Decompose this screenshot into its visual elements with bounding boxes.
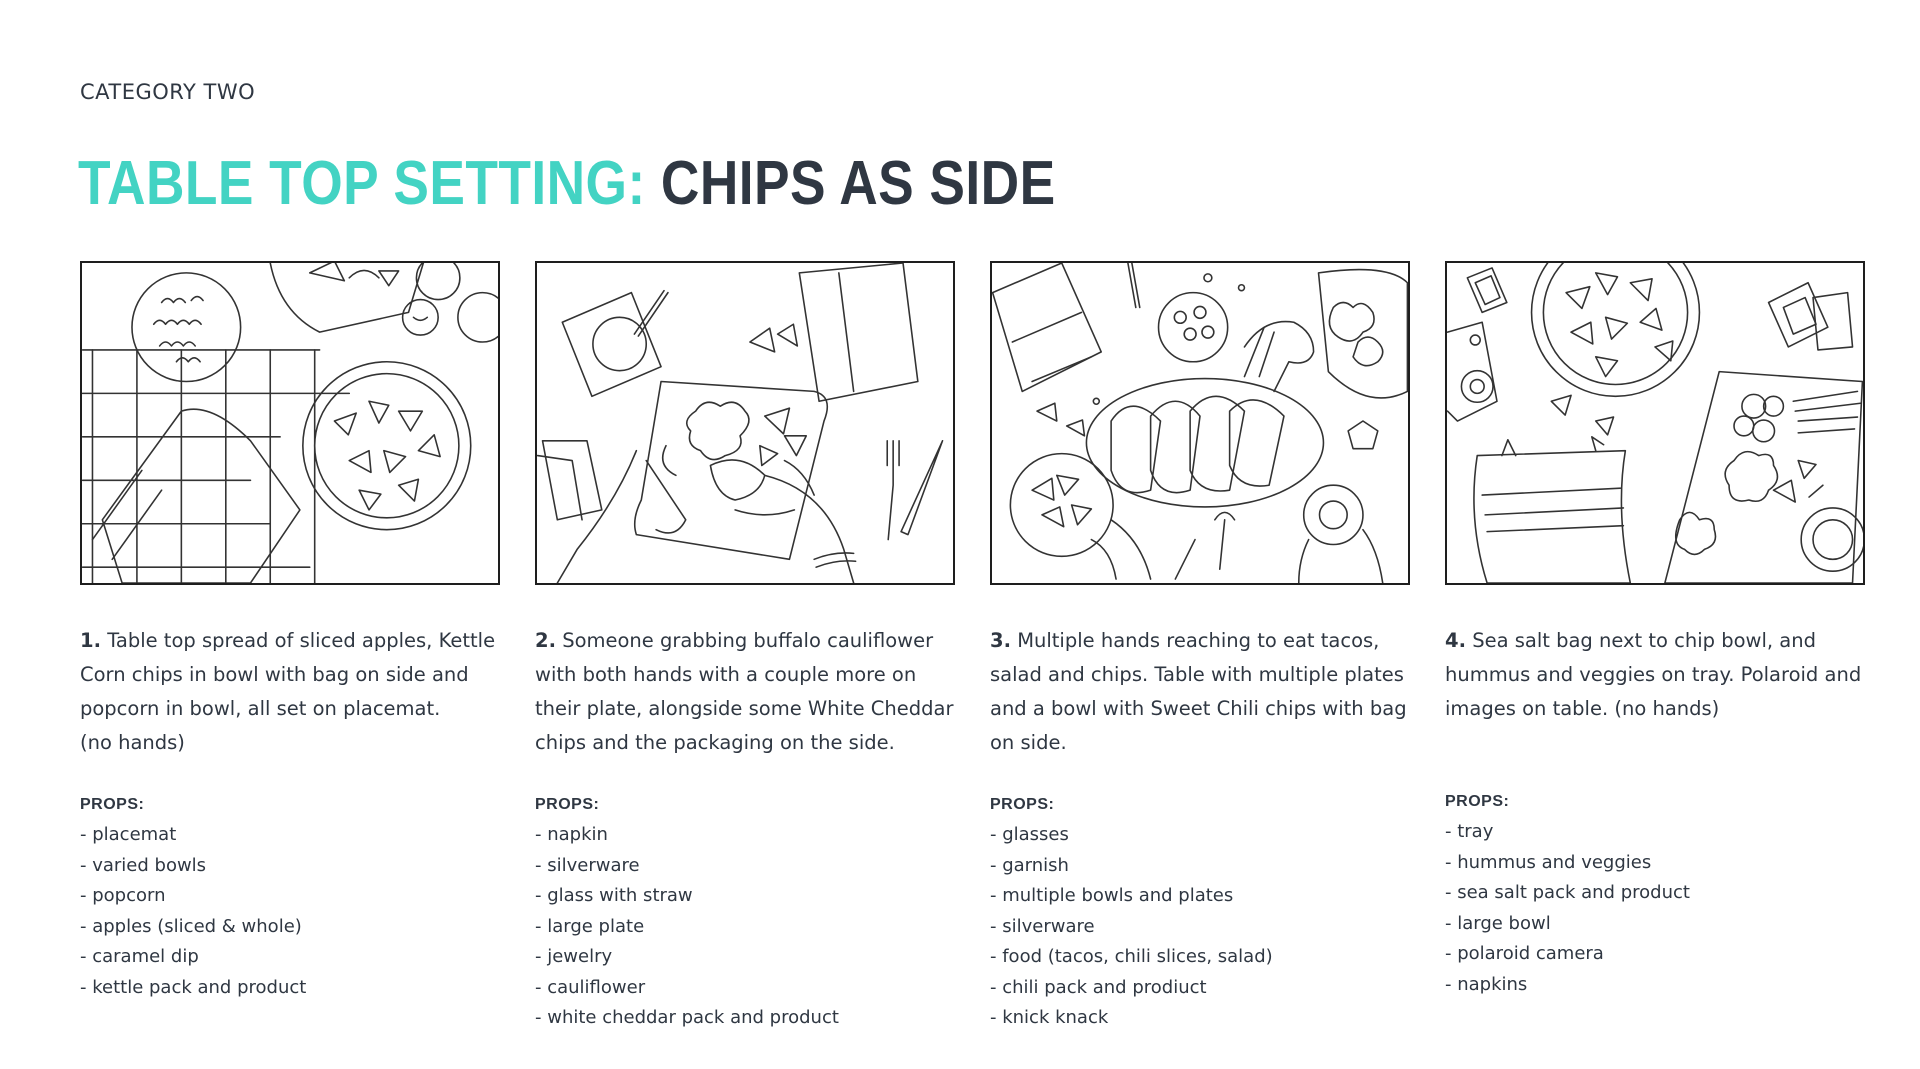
sketch-placemat-popcorn-chips [82,263,498,583]
list-item: - multiple bowls and plates [990,885,1234,906]
list-item: - large plate [535,915,645,937]
list-item: - glass with straw [535,885,693,906]
list-item: - polaroid camera [1445,943,1604,964]
sketch-hands-tacos-salad [992,263,1408,583]
list-item: - varied bowls [80,854,207,876]
list-item: - white cheddar pack and product [535,1007,839,1028]
scene-4-description [1445,624,1865,726]
scene-1-number: 1. [80,629,101,652]
list-item: - large bowl [1445,912,1551,934]
list-item: - caramel dip [80,946,199,967]
sketch-hands-cauliflower [537,263,953,583]
title-accent: TABLE TOP SETTING: [78,149,646,218]
scene-4-number: 4. [1445,629,1466,652]
scene-1-props-heading: PROPS: [80,796,145,813]
scene-1-description [80,624,500,760]
scene-4-props-list [1445,817,1865,1000]
list-item: - apples (sliced & whole) [80,915,302,937]
list-item: - silverware [990,915,1095,937]
storyboard-panel-4 [1445,261,1865,585]
scene-2-description [535,624,955,760]
list-item: - chili pack and prodiuct [990,976,1207,998]
list-item: - sea salt pack and product [1445,882,1690,903]
page-title [78,148,1056,219]
scene-4-text: Sea salt bag next to chip bowl, and hummus and veggies on tray. Polaroid and images on table. (no hands) [1445,629,1862,720]
list-item: - cauliflower [535,976,646,998]
scene-3-number: 3. [990,629,1011,652]
list-item: - knick knack [990,1007,1109,1028]
storyboard-panel-3 [990,261,1410,585]
list-item: - food (tacos, chili slices, salad) [990,946,1273,967]
category-label: CATEGORY TWO [80,80,256,104]
list-item: - garnish [990,854,1069,876]
list-item: - glasses [990,824,1069,845]
scene-4-props-heading: PROPS: [1445,793,1510,810]
storyboard-panel-2 [535,261,955,585]
scene-2-props-list [535,820,955,1034]
list-item: - popcorn [80,885,166,906]
sketch-chip-bowl-hummus-tray [1447,263,1863,583]
scene-2-props-heading: PROPS: [535,796,600,813]
scene-1-text: Table top spread of sliced apples, Kettle Corn chips in bowl with bag on side and popcorn in bowl, all set on placemat. [80,629,496,720]
list-item: - jewelry [535,946,613,967]
scene-2-text: Someone grabbing buffalo cauliflower with both hands with a couple more on their plate, alongside some White Cheddar chips and the packaging on the side. [535,629,954,754]
list-item: - napkin [535,824,608,845]
scene-1-props-list [80,820,500,1003]
list-item: - tray [1445,821,1494,842]
list-item: - silverware [535,854,640,876]
storyboard-panel-1 [80,261,500,585]
list-item: - kettle pack and product [80,976,307,998]
scene-3-props-list [990,820,1410,1034]
scene-3-description [990,624,1410,760]
list-item: - napkins [1445,973,1528,995]
scene-3-text: Multiple hands reaching to eat tacos, salad and chips. Table with multiple plates and a bowl with Sweet Chili chips with bag on side. [990,629,1407,754]
list-item: - placemat [80,824,177,845]
list-item: - hummus and veggies [1445,851,1652,873]
scene-1-note: (no hands) [80,731,185,754]
title-main: CHIPS AS SIDE [660,149,1056,218]
scene-2-number: 2. [535,629,556,652]
scene-3-props-heading: PROPS: [990,796,1055,813]
